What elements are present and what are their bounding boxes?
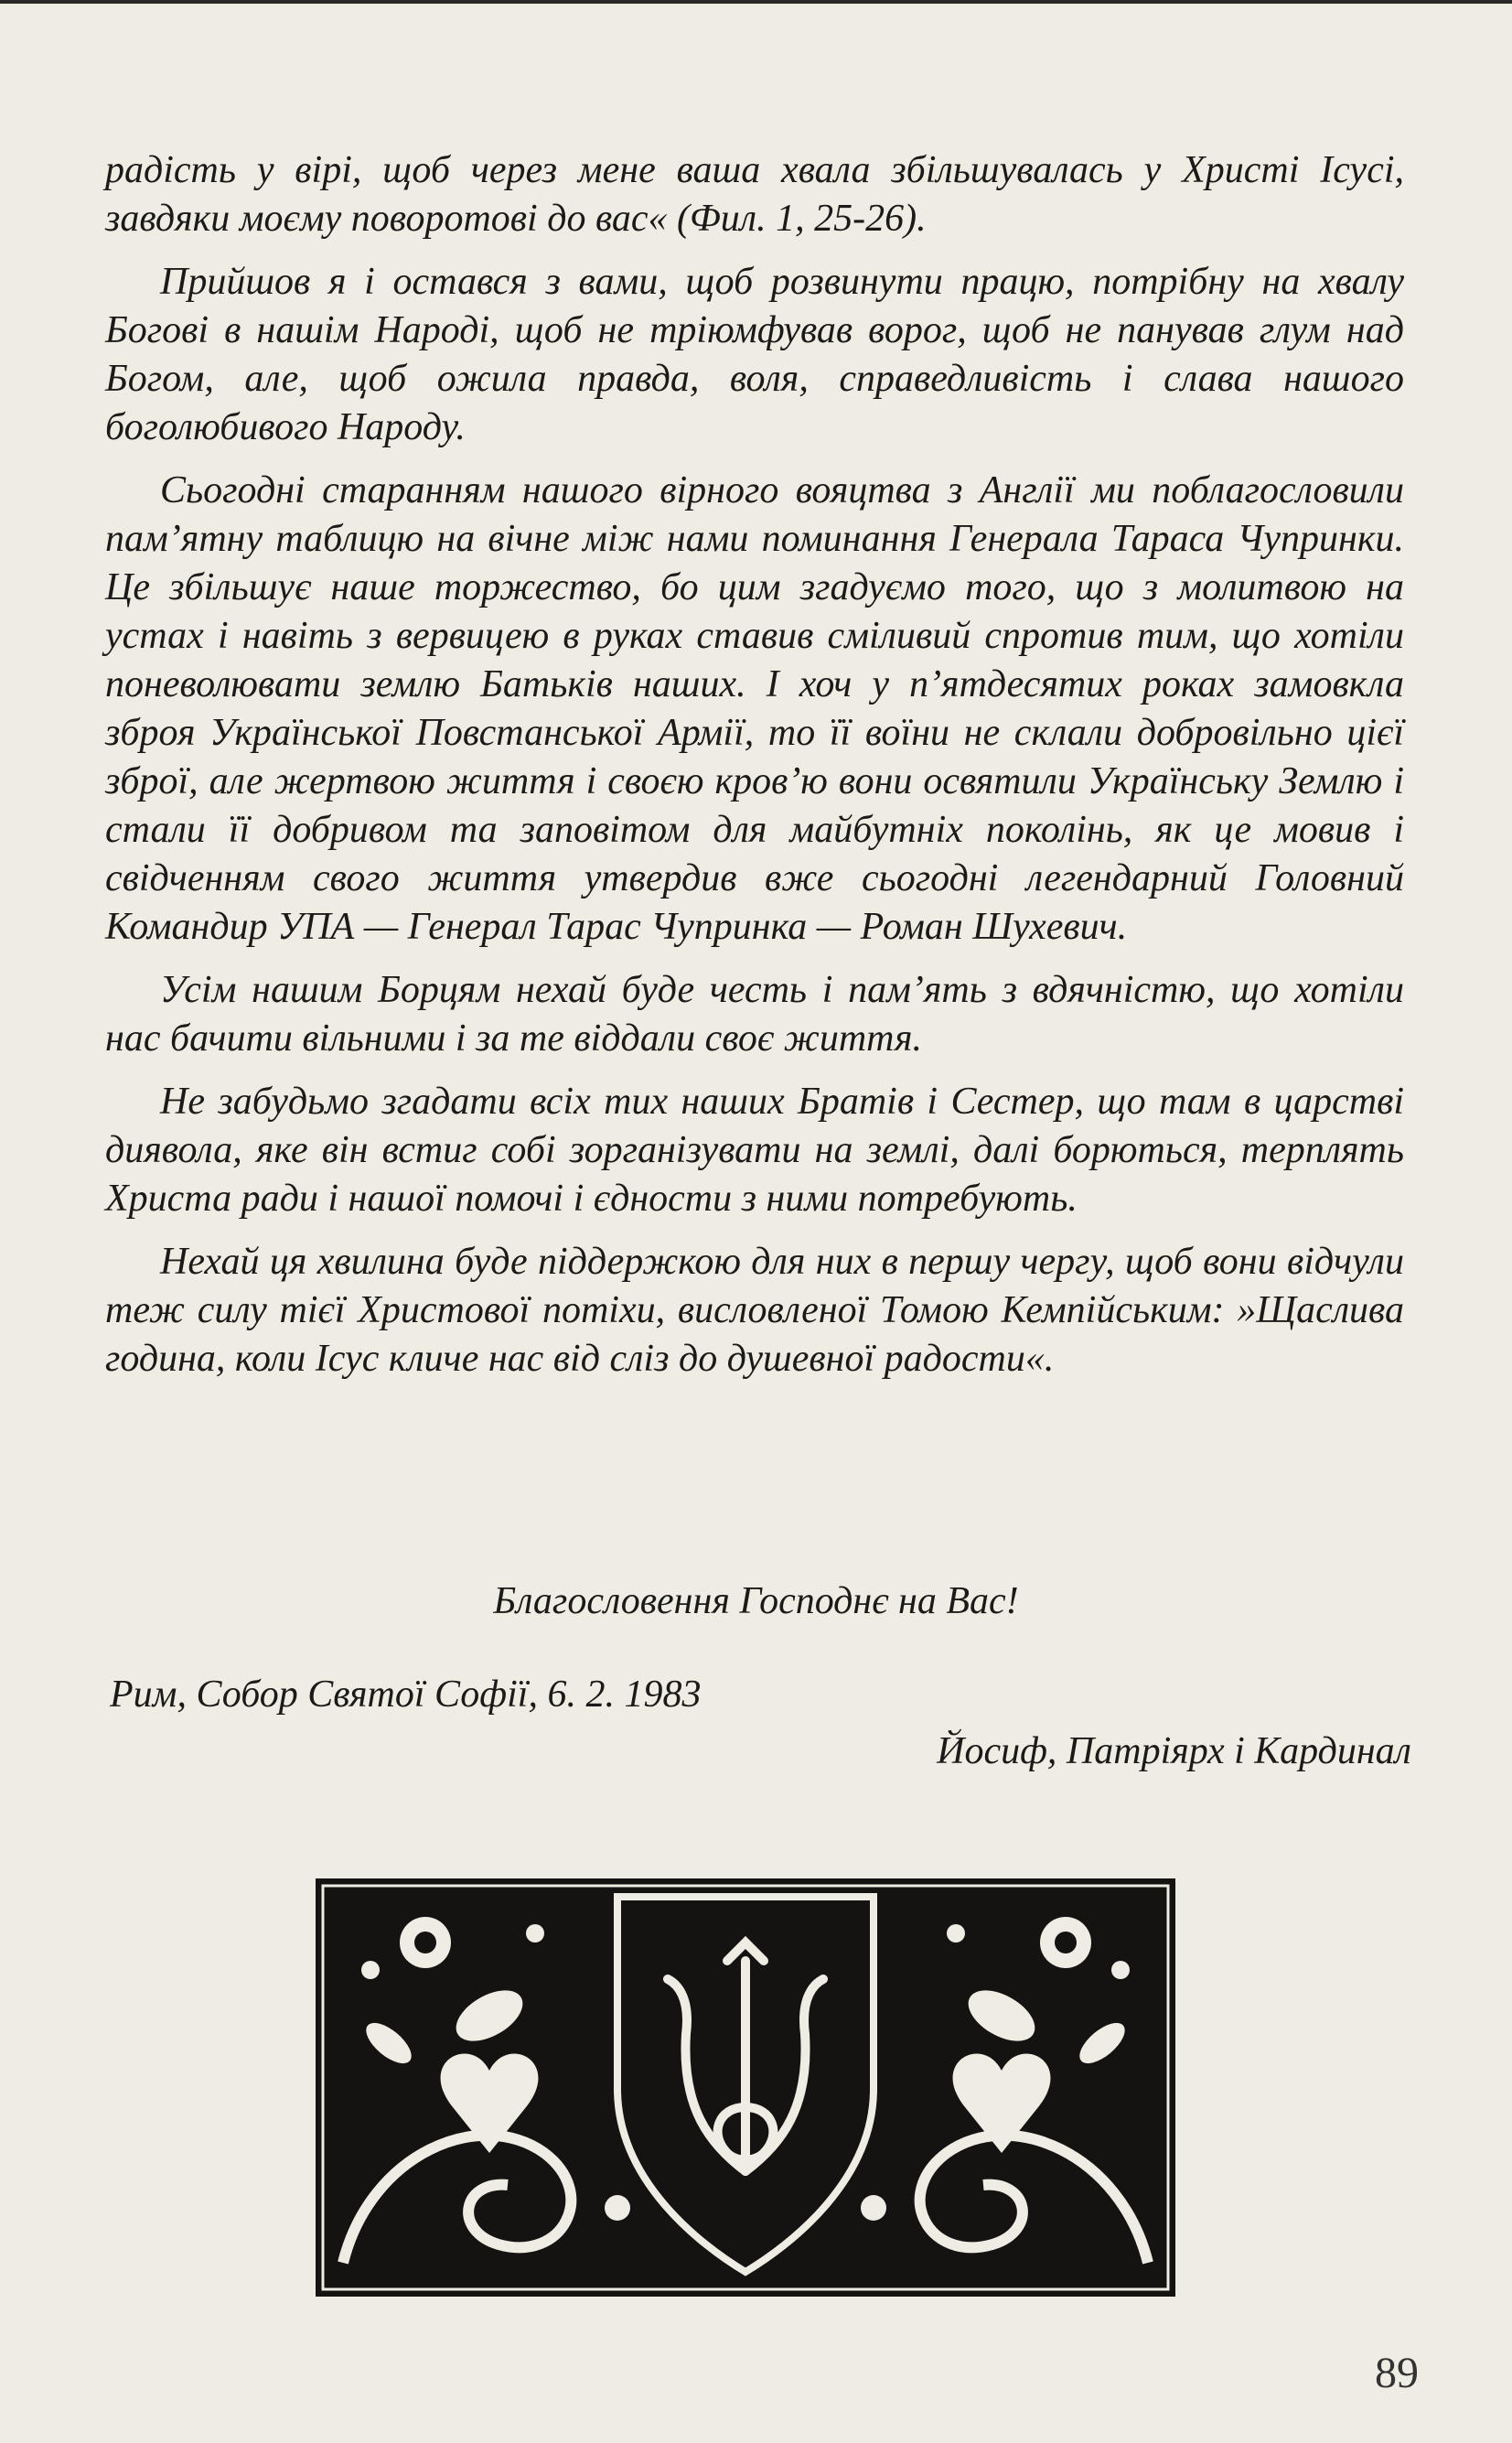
- paragraph-5: Не забудьмо згадати всіх тих наших Братів і Сестер, що там в царстві диявола, яке він встиг собі зорганізувати на землі, далі борються, терплять Христа ради і нашої помочі і єдности з ними потребують.: [105, 1081, 1404, 1220]
- top-edge-line: [0, 0, 1512, 4]
- paragraph-2: Прийшов я і остався з вами, щоб розвинути працю, потрібну на хвалу Богові в нашім Народі, щоб не тріюмфував ворог, щоб не панував глум над Богом, але, щоб ожила правда, воля, справедливість і слава нашого боголюбивого Народу.: [105, 261, 1404, 448]
- paragraph-6: Нехай ця хвилина буде піддержкою для них в першу чергу, щоб вони відчули теж силу тієї Христової потіхи, висловленої Томою Кемпійським: »Щаслива година, коли Ісус кличе нас від сліз до душевної радости«.: [105, 1241, 1404, 1380]
- signature: Йосиф, Патріярх і Кардинал: [937, 1730, 1411, 1772]
- place-and-date: Рим, Собор Святої Софії, 6. 2. 1983: [110, 1674, 702, 1716]
- letter-body: [105, 146, 1404, 1398]
- closing-blessing: Благословення Господнє на Вас!: [493, 1580, 1019, 1622]
- trident-ornament-icon: [316, 1878, 1175, 2297]
- paragraph-3: Сьогодні старанням нашого вірного вояцтва з Англії ми поблагословили пам’ятну таблицю на вічне між нами поминання Генерала Тараса Чупринки. Це збільшує наше торжество, бо цим згадуємо того, що з молитвою на устах і навіть з вервицею в руках ставив сміливий спротив тим, що хотіли поневолювати землю Батьків наших. І хоч у п’ятдесятих роках замовкла зброя Української Повстанської Армії, то її воїни не склали добровільно цієї зброї, але жертвою життя і своєю кров’ю вони освятили Українську Землю і стали її добривом та заповітом для майбутніх поколінь, як це мовив і свідченням свого життя утвердив вже сьогодні легендарний Головний Командир УПА — Генерал Тарас Чупринка — Роман Шухевич.: [105, 469, 1404, 948]
- paragraph-1: радість у вірі, щоб через мене ваша хвала збільшувалась у Христі Ісусі, завдяки моєму поворотові до вас« (Фил. 1, 25-26).: [105, 149, 1404, 240]
- paragraph-4: Усім нашим Борцям нехай буде честь і пам’ять з вдячністю, що хотіли нас бачити вільними і за те віддали своє життя.: [105, 969, 1404, 1060]
- page-number: 89: [1375, 2349, 1419, 2397]
